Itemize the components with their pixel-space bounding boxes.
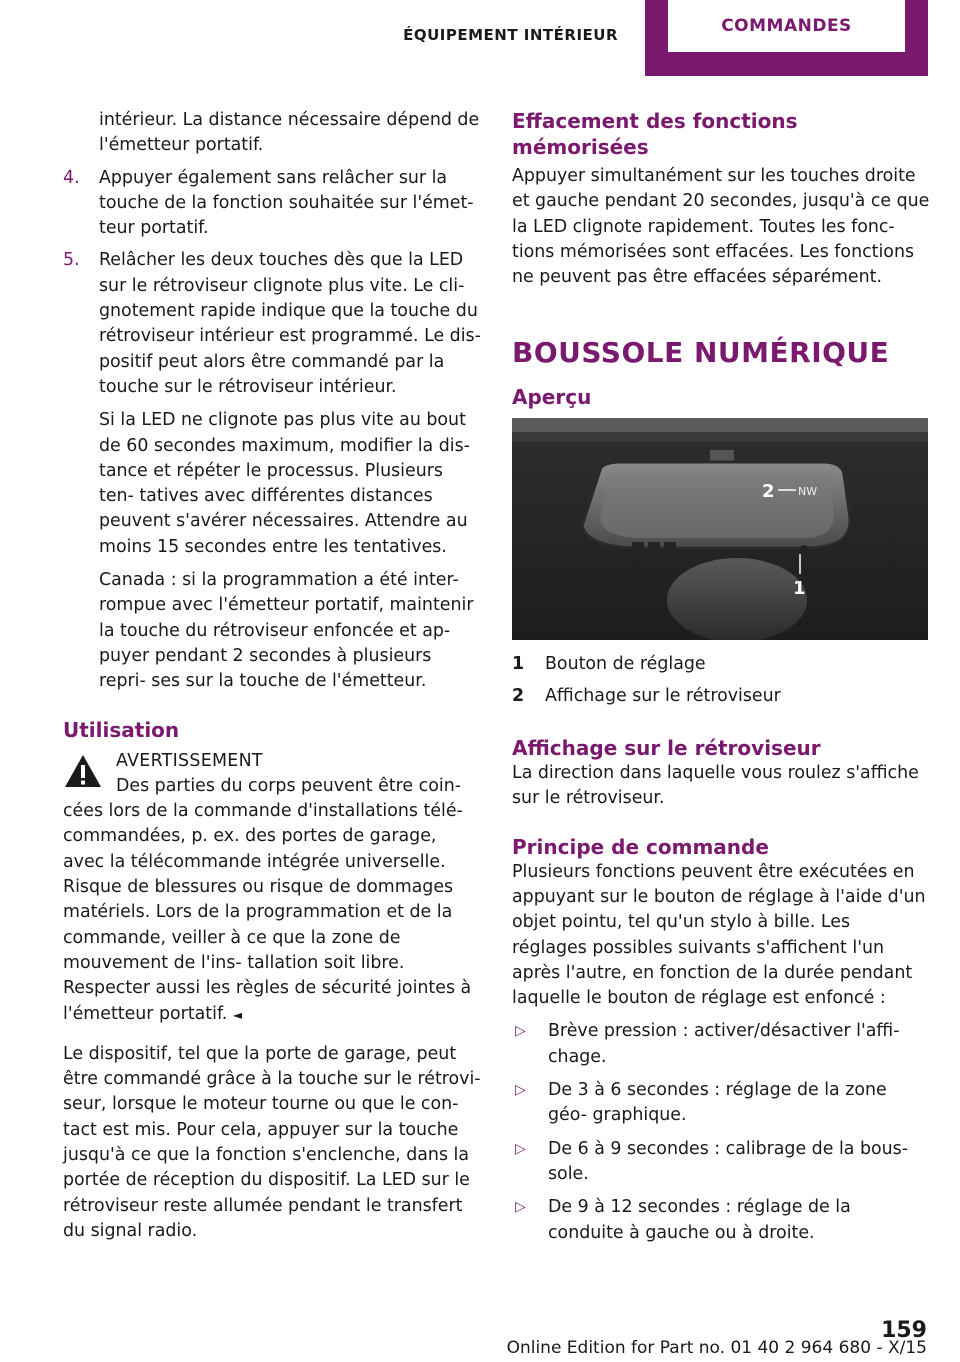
- figure-label-1: 1: [793, 578, 806, 600]
- list-item-text: De 6 à 9 secondes : calibrage de la bous- sole.: [548, 1138, 908, 1184]
- warning-title: AVERTISSEMENT: [116, 750, 263, 771]
- step-4: [63, 166, 483, 242]
- edition-line: Online Edition for Part no. 01 40 2 964 680 - X/15: [506, 1338, 927, 1358]
- figure-display-text: NW: [798, 485, 818, 499]
- figure-label-2: 2: [762, 481, 775, 503]
- rearview-mirror-illustration: [512, 418, 928, 640]
- list-item: [512, 1019, 930, 1070]
- legend-number: 2: [512, 685, 525, 706]
- left-column: [63, 108, 483, 1244]
- list-item: [512, 1078, 930, 1129]
- intro-text: intérieur. La distance nécessaire dépend de l'émetteur portatif.: [99, 110, 480, 156]
- erase-text: Appuyer simultanément sur les touches droite et gauche pendant 20 secondes, jusqu'à ce que la LED clignote rapidement. Toutes les fonc- tions mémorisées sont effacées. Les fonctions ne peuvent pas être effacées séparément.: [512, 166, 930, 288]
- section-title: ÉQUIPEMENT INTÉRIEUR: [403, 26, 618, 44]
- legend-item-1: [512, 652, 930, 677]
- step-number: 5.: [63, 250, 80, 271]
- right-column: [512, 108, 930, 1246]
- overview-heading: Aperçu: [512, 385, 592, 410]
- chapter-tab-label: COMMANDES: [668, 0, 905, 52]
- bullet-arrow-icon: ▷: [515, 1082, 526, 1099]
- legend-text: Bouton de réglage: [545, 654, 706, 675]
- list-item: [512, 1137, 930, 1188]
- list-item-text: De 9 à 12 secondes : réglage de la conduite à gauche ou à droite.: [548, 1197, 851, 1243]
- principle-text: Plusieurs fonctions peuvent être exécutées en appuyant sur le bouton de réglage à l'aide d'un objet pointu, tel qu'un stylo à bille. Les réglages possibles suivants s'affichent l'un après l'autre, en fonction de la durée pendant laquelle le bouton de réglage est enfoncé :: [512, 861, 926, 1009]
- bullet-arrow-icon: ▷: [515, 1023, 526, 1040]
- mirror-figure: [512, 418, 928, 640]
- step-text: Appuyer également sans relâcher sur la touche de la fonction souhaitée sur l'émet- teur portatif.: [99, 167, 474, 239]
- page-header: [0, 0, 960, 76]
- display-heading: Affichage sur le rétroviseur: [512, 736, 821, 761]
- erase-heading: Effacement des fonctions mémorisées: [512, 109, 798, 159]
- step-text: Relâcher les deux touches dès que la LED sur le rétroviseur clignote plus vite. Le cli- gnotement rapide indique que la touche du rétroviseur intérieur est programmé. Le dis- positif peut alors être commandé par la touche sur le rétroviseur intérieur.: [99, 250, 481, 397]
- usage-heading: Utilisation: [63, 717, 180, 742]
- step-number: 4.: [63, 167, 80, 188]
- warning-text: [63, 799, 483, 1028]
- list-item-text: De 3 à 6 secondes : réglage de la zone géo- graphique.: [548, 1080, 887, 1126]
- note-timeout: Si la LED ne clignote pas plus vite au bout de 60 secondes maximum, modifier la dis- tance et répéter le processus. Plusieurs ten- tatives avec différentes distances peuvent s'avérer nécessaires. Attendre au moins 15 secondes entre les tentatives.: [99, 410, 470, 557]
- bullet-arrow-icon: ▷: [515, 1140, 526, 1157]
- note-canada: Canada : si la programmation a été inter- rompue avec l'émetteur portatif, maintenir la touche du rétroviseur enfoncée et ap- puyer pendant 2 secondes à plusieurs repri- ses sur la touche de l'émetteur.: [99, 570, 474, 692]
- warning-text-first: Des parties du corps peuvent être coin-: [116, 775, 461, 796]
- end-mark: ◄: [232, 1007, 243, 1022]
- bullet-arrow-icon: ▷: [515, 1199, 526, 1216]
- step-5: [63, 248, 483, 400]
- legend-number: 1: [512, 654, 525, 675]
- warning-block: [63, 749, 483, 1028]
- warning-text-rest: cées lors de la commande d'installations télé- commandées, p. ex. des portes de garage, avec la télécommande intégrée universelle. Risque de blessures ou risque de dommages matériels. Lors de la programmation et de la commande, veiller à ce que la zone de mouvement de l'ins- tallation soit libre. Respecter aussi les règles de sécurité jointes à l'émetteur portatif.: [63, 801, 472, 1024]
- list-item-text: Brève pression : activer/désactiver l'affi- chage.: [548, 1021, 900, 1067]
- legend-text: Affichage sur le rétroviseur: [545, 685, 781, 706]
- page-number: 159: [881, 1318, 927, 1343]
- warning-triangle-icon: [63, 753, 103, 789]
- display-text: La direction dans laquelle vous roulez s'affiche sur le rétroviseur.: [512, 763, 919, 809]
- usage-text: Le dispositif, tel que la porte de garage, peut être commandé grâce à la touche sur le rétrovi- seur, lorsque le moteur tourne ou que le con- tact est mis. Pour cela, appuyer sur la touche jusqu'à ce que la fonction s'enclenche, dans la portée de réception du dispositif. La LED sur le rétroviseur reste allumée pendant le transfert du signal radio.: [63, 1043, 481, 1241]
- list-item: [512, 1195, 930, 1246]
- compass-heading: BOUSSOLE NUMÉRIQUE: [512, 336, 890, 370]
- principle-heading: Principe de commande: [512, 834, 769, 859]
- legend-item-2: [512, 684, 930, 709]
